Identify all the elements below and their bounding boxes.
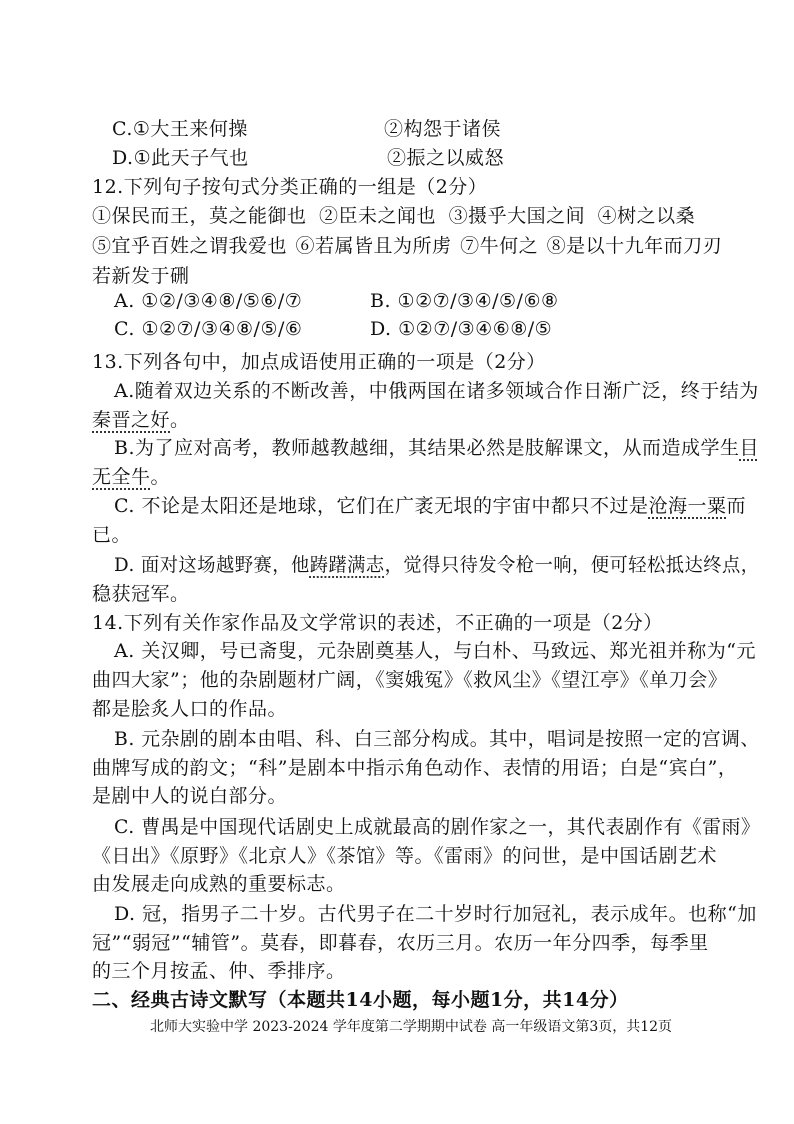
q12-sentences-line1: ①保民而王，莫之能御也 ②臣未之闻也 ③摄乎大国之间 ④树之以桑	[92, 205, 696, 227]
page-footer: 北师大实验中学 2023-2024 学年度第二学期期中试卷 高一年级语文第3页，共12页	[150, 1019, 673, 1035]
q14-option-d-line3: 的三个月按孟、仲、季排序。	[92, 960, 346, 982]
section-2-heading: 二、经典古诗文默写（本题共14小题，每小题1分，共14分）	[92, 989, 629, 1011]
q13-option-b-line2	[92, 462, 170, 489]
q14-option-c-line3: 由发展走向成熟的重要标志。	[92, 873, 346, 895]
q13-d-tail: ，觉得只待发令枪一响，便可轻松抵达终点，	[384, 554, 760, 576]
q14-option-b-line1: B. 元杂剧的剧本由唱、科、白三部分构成。其中，唱词是按照一定的宫调、	[114, 728, 760, 750]
q13-b-idiom-start: 目	[739, 437, 760, 459]
q13-d-text: D. 面对这场越野赛，他	[114, 554, 310, 576]
q13-option-b-line1	[114, 433, 759, 460]
q13-stem: 13.下列各句中，加点成语使用正确的一项是（2分）	[92, 351, 546, 373]
q12-sentences-line2: ⑤宜乎百姓之谓我爱也 ⑥若属皆且为所虏 ⑦牛何之 ⑧是以十九年而刀刃	[92, 235, 723, 257]
q14-option-d-line2: 冠”“弱冠”“辅管”。莫春，即暮春，农历三月。农历一年分四季，每季里	[92, 932, 709, 954]
q11-option-c-right: ②构怨于诸侯	[384, 118, 502, 140]
q11-option-d-right: ②振之以威怒	[387, 147, 505, 169]
q12-stem: 12.下列句子按句式分类正确的一组是（2分）	[92, 176, 488, 198]
q14-stem: 14.下列有关作家作品及文学常识的表述，不正确的一项是（2分）	[92, 612, 663, 634]
q13-b-idiom-end: 无全牛	[92, 466, 151, 488]
q13-c-tail: 而	[726, 495, 746, 517]
q12-option-b: B. ①②⑦/③④/⑤/⑥⑧	[370, 290, 559, 312]
q14-option-a-line3: 都是脍炙人口的作品。	[92, 698, 288, 720]
q13-option-c-line1	[114, 491, 746, 518]
q13-option-d-line2: 稳获冠军。	[92, 583, 190, 605]
q14-option-a-line1: A. 关汉卿，号已斋叟，元杂剧奠基人，与白朴、马致远、郑光祖并称为“元	[114, 640, 757, 662]
q14-option-b-line3: 是剧中人的说白部分。	[92, 785, 288, 807]
q12-sentences-line3: 若新发于硎	[92, 265, 190, 287]
q13-option-a-line2	[92, 405, 190, 432]
q13-d-idiom: 踌躇满志	[309, 554, 385, 576]
q11-option-d-left: D.①此天子气也	[112, 147, 249, 169]
q14-option-c-line2: 《日出》《原野》《北京人》《茶馆》等。《雷雨》的问世，是中国话剧艺术	[92, 845, 718, 867]
q14-option-d-line1: D. 冠，指男子二十岁。古代男子在二十岁时行加冠礼，表示成年。也称“加	[114, 903, 757, 925]
q12-option-a: A. ①②/③④⑧/⑤⑥/⑦	[114, 290, 303, 312]
q11-option-c-left: C.①大王来何操	[112, 118, 248, 140]
q13-c-idiom: 沧海一粟	[648, 495, 727, 517]
q13-c-text: C. 不论是太阳还是地球，它们在广袤无垠的宇宙中都只不过是	[114, 495, 649, 517]
q12-option-d: D. ①②⑦/③④⑥⑧/⑤	[370, 318, 553, 340]
q13-option-d-line1	[114, 550, 759, 577]
q13-option-a-line1: A.随着双边关系的不断改善，中俄两国在诸多领域合作日渐广泛，终于结为	[114, 380, 759, 402]
q13-b-end: 。	[150, 466, 171, 488]
q13-option-c-line2: 已。	[92, 524, 132, 546]
q13-a-end: 。	[170, 409, 190, 431]
q13-b-text: B.为了应对高考，教师越教越细，其结果必然是肢解课文，从而造成学生	[114, 437, 740, 459]
q14-option-b-line2: 曲牌写成的韵文；“科”是剧本中指示角色动作、表情的用语；白是“宾白”，	[92, 757, 738, 779]
q14-option-a-line2: 曲四大家”；他的杂剧题材广阔，《窦娥冤》《救风尘》《望江亭》《单刀会》	[92, 669, 728, 691]
q14-option-c-line1: C. 曹禺是中国现代话剧史上成就最高的剧作家之一，其代表剧作有《雷雨》	[114, 816, 761, 838]
q12-option-c: C. ①②⑦/③④⑧/⑤/⑥	[114, 318, 303, 340]
q13-a-idiom: 秦晋之好	[92, 409, 171, 431]
